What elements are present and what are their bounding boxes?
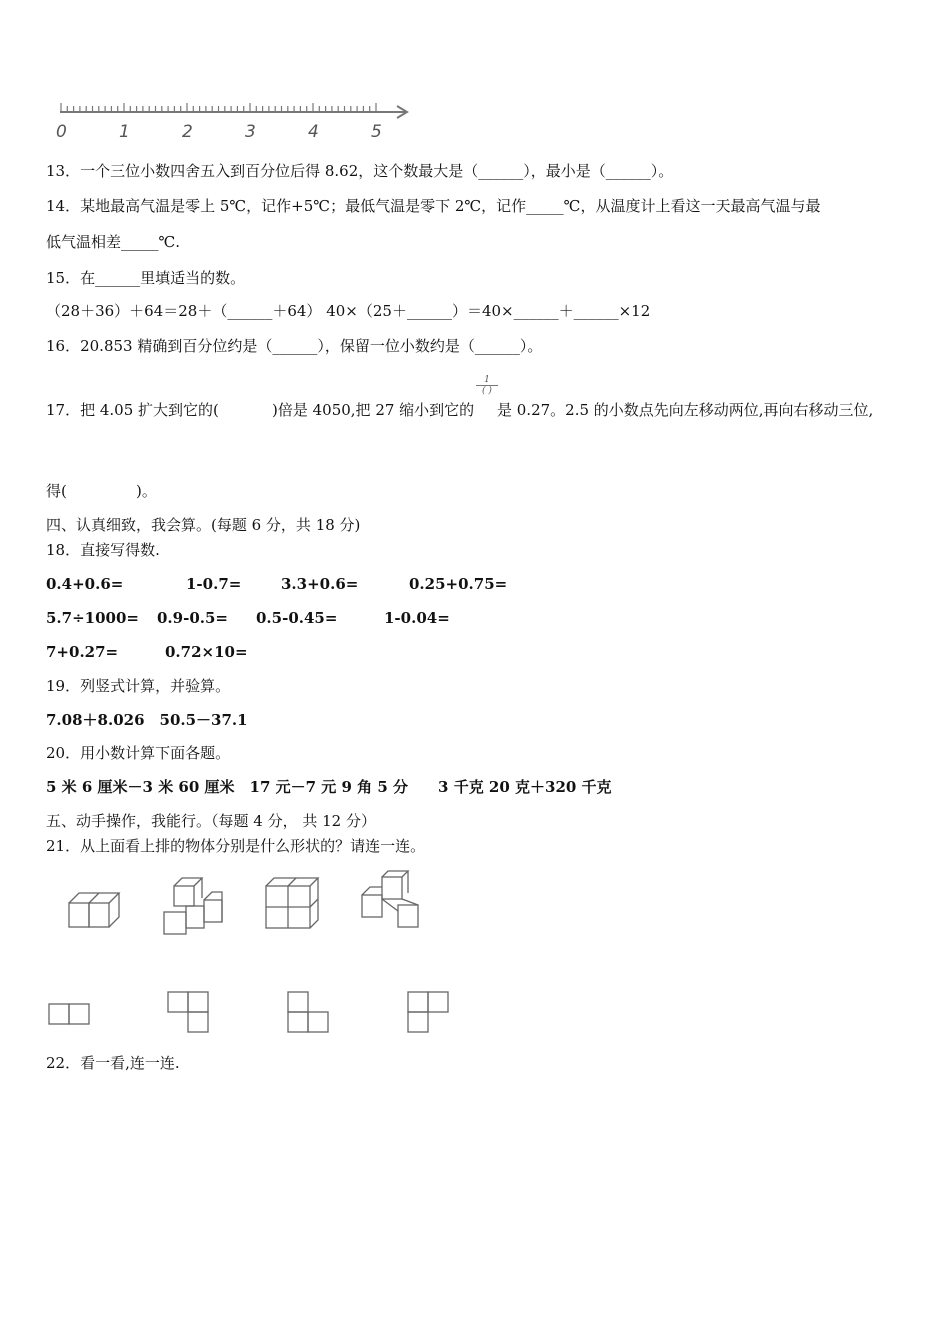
calc-item: 0.5-0.45= xyxy=(256,609,338,627)
cube-figure-3 xyxy=(262,874,322,934)
section-5-title: 五、动手操作，我能行。（每题 4 分， 共 12 分） xyxy=(46,812,376,830)
question-22-title: 22．看一看,连一连. xyxy=(46,1054,180,1072)
ruler-label: 4 xyxy=(308,122,319,142)
question-14-line2: 低气温相差_____℃. xyxy=(46,233,181,251)
ruler-label: 5 xyxy=(371,122,382,142)
ruler-label: 0 xyxy=(56,122,67,142)
question-17-fraction xyxy=(476,375,498,396)
question-15-expression: （28＋36）＋64＝28＋（______＋64） 40×（25＋______）＝40×______＋______×12 xyxy=(46,302,651,320)
number-line-ticks xyxy=(61,103,376,112)
question-19-expression: 7.08＋8.026 50.5－37.1 xyxy=(46,711,248,729)
top-view-shape-2 xyxy=(166,990,212,1036)
ruler-label: 3 xyxy=(245,122,256,142)
question-16: 16．20.853 精确到百分位约是（______），保留一位小数约是（______）。 xyxy=(46,337,543,355)
question-17-line2b: )。 xyxy=(136,482,157,500)
calc-item: 7+0.27= xyxy=(46,643,119,661)
question-15-title: 15．在______里填适当的数。 xyxy=(46,269,246,287)
ruler-label: 1 xyxy=(119,122,130,142)
question-18-title: 18．直接写得数. xyxy=(46,541,160,559)
question-21-title: 21．从上面看上排的物体分别是什么形状的？请连一连。 xyxy=(46,837,426,855)
question-20-expression: 5 米 6 厘米－3 米 60 厘米 17 元－7 元 9 角 5 分 3 千克 20 克＋320 千克 xyxy=(46,778,612,796)
calc-item: 5.7÷1000= xyxy=(46,609,139,627)
question-17-part2: )倍是 4050,把 27 缩小到它的 xyxy=(272,401,475,419)
calc-item: 3.3+0.6= xyxy=(281,575,359,593)
calc-item: 1-0.7= xyxy=(186,575,242,593)
cube-figure-2 xyxy=(160,874,230,938)
question-20-title: 20．用小数计算下面各题。 xyxy=(46,744,231,762)
top-view-shape-4 xyxy=(406,990,452,1036)
calc-item: 0.72×10= xyxy=(165,643,248,661)
calc-item: 0.9-0.5= xyxy=(157,609,228,627)
cube-figure-4 xyxy=(358,867,424,933)
fraction-denominator: ( ) xyxy=(482,386,492,396)
question-17-part3: 是 0.27。2.5 的小数点先向左移动两位,再向右移动三位, xyxy=(497,401,874,419)
fraction-numerator: 1 xyxy=(476,375,498,386)
question-14-line1: 14．某地最高气温是零上 5℃，记作+5℃；最低气温是零下 2℃，记作_____℃，从温度计上看这一天最高气温与最 xyxy=(46,197,821,215)
cube-figure-1 xyxy=(66,885,126,933)
ruler-label: 2 xyxy=(182,122,193,142)
question-13: 13．一个三位小数四舍五入到百分位后得 8.62，这个数最大是（______），最小是（______）。 xyxy=(46,162,674,180)
top-view-shape-3 xyxy=(286,990,332,1036)
question-17-line2a: 得( xyxy=(46,482,67,500)
number-line-figure xyxy=(55,100,415,145)
question-19-title: 19．列竖式计算，并验算。 xyxy=(46,677,231,695)
calc-item: 0.4+0.6= xyxy=(46,575,124,593)
calc-item: 0.25+0.75= xyxy=(409,575,508,593)
question-17-part1: 17．把 4.05 扩大到它的( xyxy=(46,401,219,419)
section-4-title: 四、认真细致，我会算。(每题 6 分，共 18 分) xyxy=(46,516,361,534)
calc-item: 1-0.04= xyxy=(384,609,450,627)
number-line-labels xyxy=(56,122,382,142)
top-view-shape-1 xyxy=(47,1002,91,1026)
